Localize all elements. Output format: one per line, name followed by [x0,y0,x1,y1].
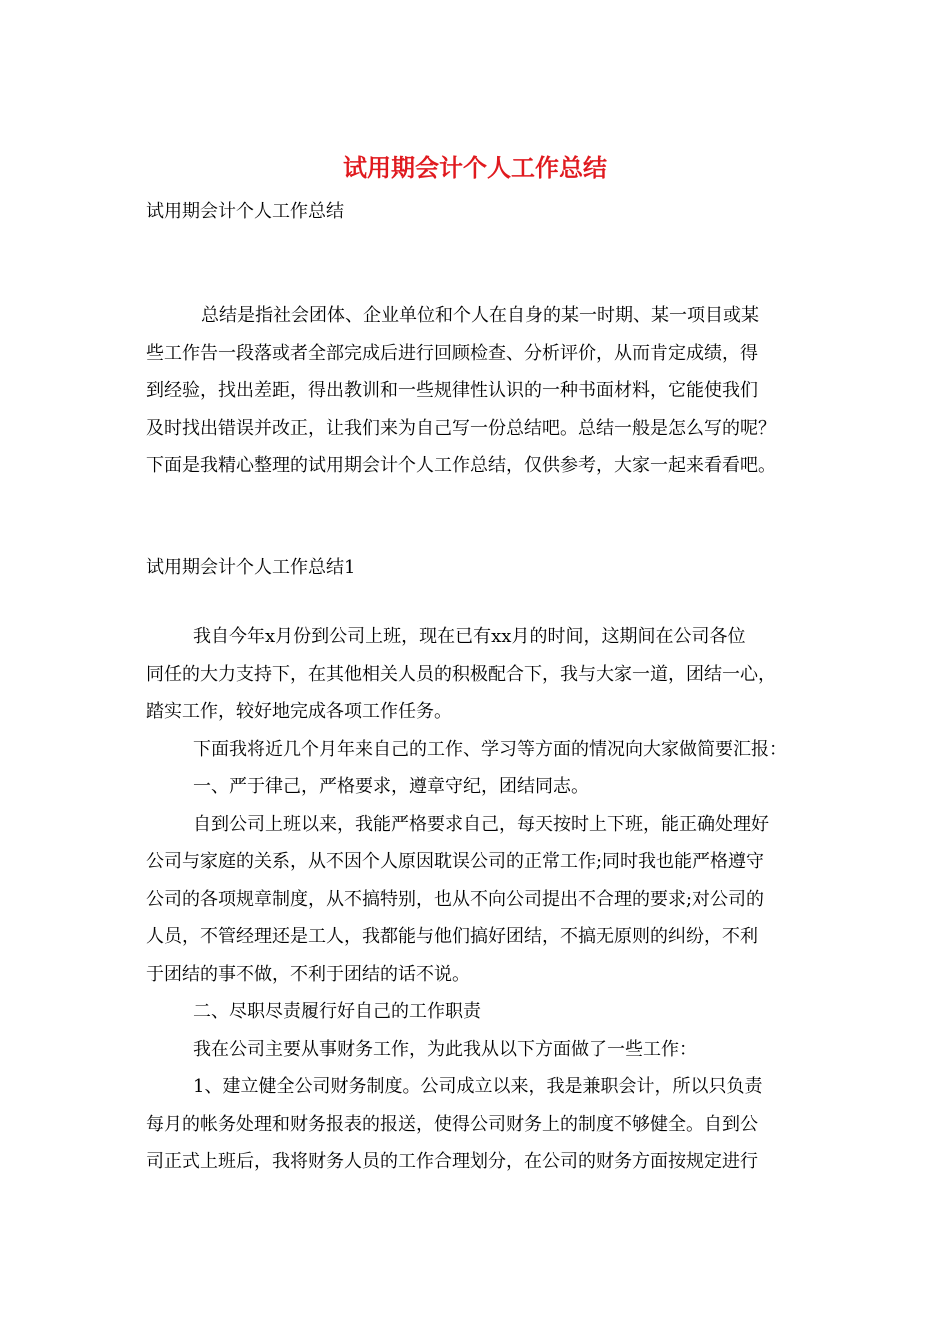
body-line: 踏实工作，较好地完成各项工作任务。 [146,701,452,722]
body-line: 一、严于律己，严格要求，遵章守纪，团结同志。 [193,776,589,797]
intro-line: 下面是我精心整理的试用期会计个人工作总结，仅供参考，大家一起来看看吧。 [146,455,776,476]
body-line: 下面我将近几个月年来自己的工作、学习等方面的情况向大家做简要汇报： [193,738,787,760]
body-line: 二、尽职尽责履行好自己的工作职责 [193,1001,481,1022]
intro-paragraph [146,297,806,485]
body-line: 于团结的事不做，不利于团结的话不说。 [146,963,470,985]
body-line: 人员，不管经理还是工人，我都能与他们搞好团结，不搞无原则的纠纷，不利 [146,926,758,947]
body-line: 司正式上班后，我将财务人员的工作合理划分，在公司的财务方面按规定进行 [146,1151,758,1172]
body-line: 我自今年x月份到公司上班，现在已有xx月的时间，这期间在公司各位 [193,626,746,647]
body-text [146,618,806,1181]
intro-line: 及时找出错误并改正，让我们来为自己写一份总结吧。总结一般是怎么写的呢？ [146,417,776,439]
body-line: 自到公司上班以来，我能严格要求自己，每天按时上下班，能正确处理好 [193,813,769,835]
intro-line: 些工作告一段落或者全部完成后进行回顾检查、分析评价，从而肯定成绩，得 [146,342,758,364]
section-heading: 试用期会计个人工作总结1 [146,557,356,578]
document-subtitle: 试用期会计个人工作总结 [146,201,344,222]
body-line: 每月的帐务处理和财务报表的报送，使得公司财务上的制度不够健全。自到公 [146,1113,758,1135]
intro-line: 总结是指社会团体、企业单位和个人在自身的某一时期、某一项目或某 [201,305,759,326]
intro-line: 到经验，找出差距，得出教训和一些规律性认识的一种书面材料，它能使我们 [146,380,758,401]
document-title: 试用期会计个人工作总结 [343,153,607,182]
body-line: 我在公司主要从事财务工作，为此我从以下方面做了一些工作： [193,1038,697,1060]
body-line: 公司的各项规章制度，从不搞特别，也从不向公司提出不合理的要求;对公司的 [146,888,765,910]
body-line: 同任的大力支持下，在其他相关人员的积极配合下，我与大家一道，团结一心， [146,663,776,685]
body-line: 公司与家庭的关系，从不因个人原因耽误公司的正常工作;同时我也能严格遵守 [146,851,765,872]
body-line: 1、建立健全公司财务制度。公司成立以来，我是兼职会计，所以只负责 [193,1076,763,1097]
